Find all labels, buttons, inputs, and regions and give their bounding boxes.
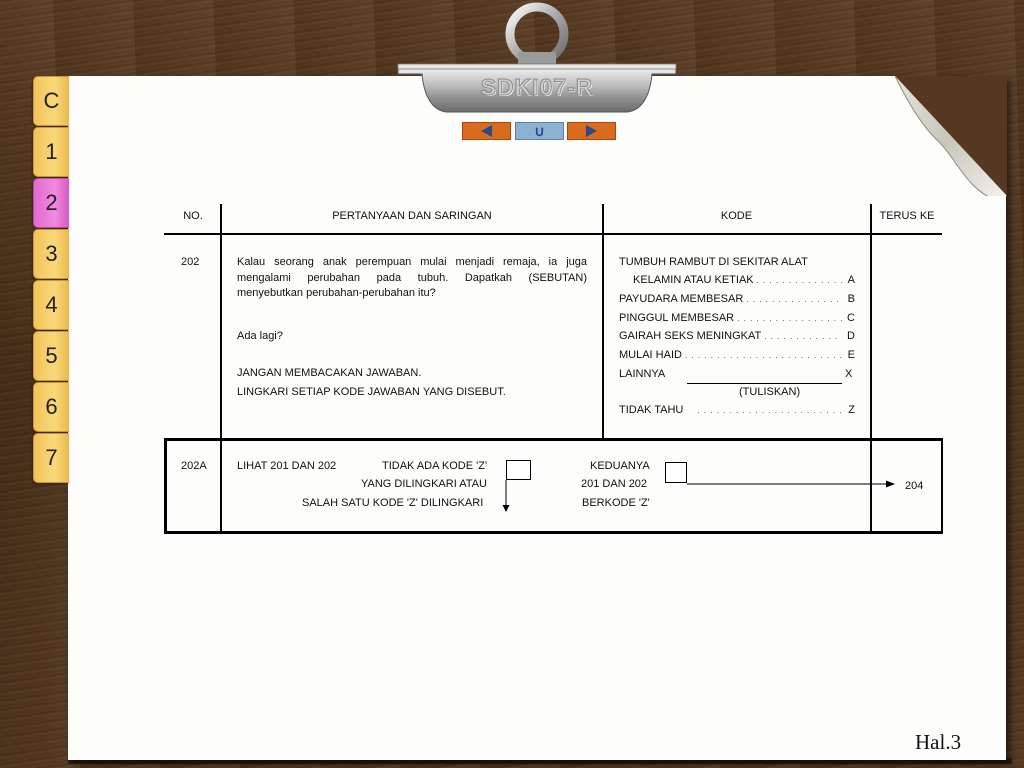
dot-leader xyxy=(697,404,842,416)
dot-leader xyxy=(757,274,842,286)
header-code: KODE xyxy=(720,210,753,222)
option-code: X xyxy=(845,368,853,380)
q202a-left-condition: TIDAK ADA KODE 'Z' xyxy=(382,460,488,472)
q202-instruction: LINGKARI SETIAP KODE JAWABAN YANG DISEBUT. xyxy=(237,386,506,398)
q202a-number: 202A xyxy=(181,460,207,472)
option-label: KELAMIN ATAU KETIAK xyxy=(633,274,754,286)
q202a-left-condition: YANG DILINGKARI ATAU xyxy=(361,478,487,490)
option-row xyxy=(619,293,855,305)
q202-number: 202 xyxy=(181,256,200,268)
paper-sheet xyxy=(68,76,1006,760)
filter-box-border xyxy=(941,438,944,533)
q202-probe: Ada lagi? xyxy=(237,330,283,342)
tab-3[interactable]: 3 xyxy=(33,229,69,279)
header-question: PERTANYAAN DAN SARINGAN xyxy=(332,210,492,222)
option-row xyxy=(633,274,855,286)
filter-box-border xyxy=(164,438,167,533)
tab-4[interactable]: 4 xyxy=(33,280,69,330)
tab-c[interactable]: C xyxy=(33,76,69,126)
q202a-right-condition: BERKODE 'Z' xyxy=(582,497,650,509)
q202-question: Kalau seorang anak perempuan mulai menjadi remaja, ia juga mengalami perubahan pada tubuh. Dapatkah (SEBUTAN) menyebutkan perubahan-perubahan itu? xyxy=(237,256,587,299)
option-code: D xyxy=(847,330,855,342)
filter-box-border xyxy=(164,438,943,441)
arrow-right-icon xyxy=(586,125,597,137)
q202a-check: LIHAT 201 DAN 202 xyxy=(237,460,337,472)
option-label: TUMBUH RAMBUT DI SEKITAR ALAT xyxy=(619,256,808,268)
skip-arrows-icon xyxy=(490,470,910,515)
arrow-left-icon xyxy=(481,125,492,137)
option-code: Z xyxy=(848,404,855,416)
option-code: A xyxy=(847,274,855,286)
header-skip: TERUS KE xyxy=(879,210,935,222)
q202a-right-condition: 201 DAN 202 xyxy=(581,478,648,490)
option-code: E xyxy=(847,349,855,361)
page-number: Hal.3 xyxy=(915,730,962,754)
next-button[interactable] xyxy=(567,122,616,140)
option-row xyxy=(619,312,855,324)
page-curl xyxy=(895,76,1007,196)
form-code-label: SDKI07-R xyxy=(480,74,594,100)
tab-1[interactable]: 1 xyxy=(33,127,69,177)
chapter-tabs xyxy=(33,76,69,484)
col-divider xyxy=(870,204,872,438)
col-divider xyxy=(220,204,222,438)
q202a-right-condition: KEDUANYA xyxy=(590,460,650,472)
option-code: C xyxy=(847,312,855,324)
option-label: PAYUDARA MEMBESAR xyxy=(619,293,744,305)
tab-7[interactable]: 7 xyxy=(33,433,69,483)
q202-instruction: JANGAN MEMBACAKAN JAWABAN. xyxy=(237,367,422,379)
option-label: TIDAK TAHU xyxy=(619,404,684,416)
header-rule xyxy=(164,233,942,235)
prev-button[interactable] xyxy=(462,122,511,140)
dot-leader xyxy=(737,312,842,324)
tab-6[interactable]: 6 xyxy=(33,382,69,432)
option-row xyxy=(619,404,855,416)
option-row xyxy=(619,349,855,361)
dot-leader xyxy=(764,330,842,342)
option-label: MULAI HAID xyxy=(619,349,682,361)
return-button[interactable] xyxy=(515,122,564,140)
header-no: NO. xyxy=(183,210,203,222)
tab-5[interactable]: 5 xyxy=(33,331,69,381)
q202a-left-condition: SALAH SATU KODE 'Z' DILINGKARI xyxy=(302,497,484,509)
option-row xyxy=(619,330,855,342)
option-code: B xyxy=(847,293,855,305)
dot-leader xyxy=(685,349,842,361)
skip-target: 204 xyxy=(905,480,924,492)
col-divider xyxy=(602,204,604,438)
filter-box-border xyxy=(164,531,943,534)
option-label: GAIRAH SEKS MENINGKAT xyxy=(619,330,762,342)
col-divider xyxy=(220,440,222,531)
tab-2[interactable]: 2 xyxy=(33,178,69,228)
dot-leader xyxy=(746,293,842,305)
return-icon: ∪ xyxy=(534,123,545,139)
specify-hint: (TULISKAN) xyxy=(739,386,801,398)
option-label: LAINNYA xyxy=(619,368,666,380)
specify-line xyxy=(687,383,842,384)
option-label: PINGGUL MEMBESAR xyxy=(619,312,735,324)
